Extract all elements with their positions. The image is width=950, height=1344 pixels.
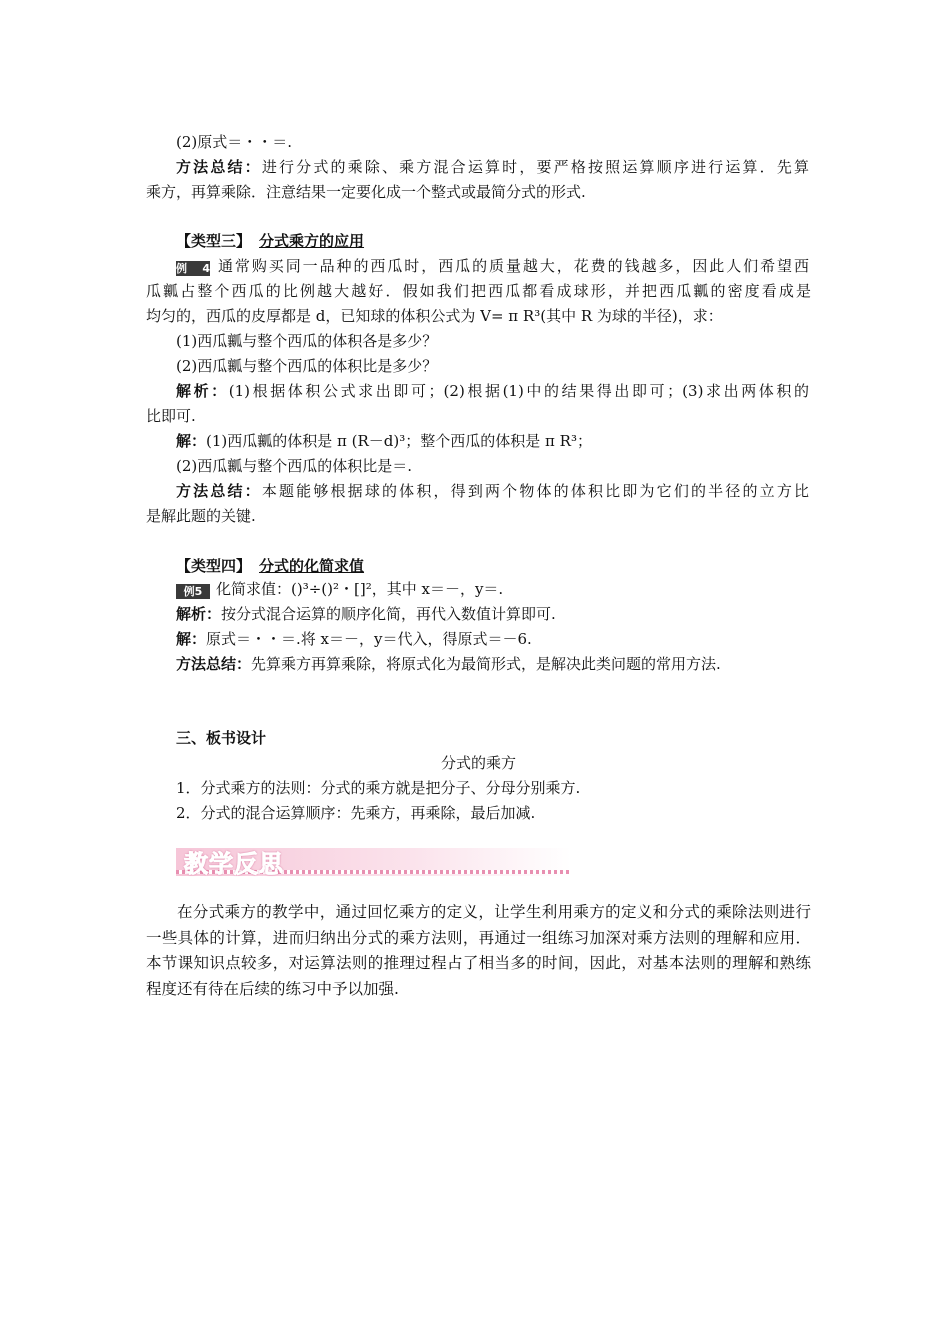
solution (176, 431, 841, 451)
type3-heading (176, 231, 841, 251)
board-heading: 三、板书设计 (176, 729, 267, 747)
method-label: 方法总结： (176, 655, 252, 673)
example5-question (176, 579, 841, 599)
type3-label: 【类型三】 (176, 232, 252, 250)
analysis-text-cont: 比即可. (146, 407, 196, 425)
solution-text: (1)西瓜瓤的体积是 π (R－d)³；整个西瓜的体积是 π R³； (206, 432, 592, 450)
type3-title: 分式乘方的应用 (259, 232, 365, 250)
type4-label: 【类型四】 (176, 557, 252, 575)
example4-text: 通常购买同一品种的西瓜时，西瓜的质量越大，花费的钱越多，因此人们希望西 (216, 257, 809, 275)
method-text: 本题能够根据球的体积，得到两个物体的体积比即为它们的半径的立方比 (261, 482, 809, 500)
solution-text-cont: (2)西瓜瓤与整个西瓜的体积比是＝. (176, 457, 413, 475)
analysis (176, 604, 841, 624)
analysis-label: 解析： (176, 382, 229, 400)
board-item-1: 1．分式乘方的法则：分式的乘方就是把分子、分母分别乘方. (176, 779, 581, 797)
example4-line2: 瓜瓤占整个西瓜的比例越大越好．假如我们把西瓜都看成球形，并把西瓜瓤的密度看成是 (146, 282, 811, 300)
solution-text: 原式＝・・＝.将 x＝－，y＝代入，得原式＝－6. (206, 630, 532, 648)
analysis-text: 按分式混合运算的顺序化简，再代入数值计算即可. (221, 605, 556, 623)
method-label: 方法总结： (176, 158, 262, 176)
method-text: 进行分式的乘除、乘方混合运算时，要严格按照运算顺序进行运算．先算 (261, 158, 809, 176)
example4-question (176, 256, 809, 276)
type4-title: 分式的化简求值 (259, 557, 365, 575)
method-text: 先算乘方再算乘除，将原式化为最简形式，是解决此类问题的常用方法. (251, 655, 721, 673)
method-summary (176, 654, 841, 674)
reflection-banner (176, 840, 571, 878)
example-tag: 例5 (176, 584, 210, 599)
solution (176, 629, 841, 649)
analysis (176, 381, 809, 401)
method-text-cont: 乘方，再算乘除．注意结果一定要化成一个整式或最简分式的形式. (146, 183, 586, 201)
method-summary (176, 157, 809, 177)
type4-heading (176, 556, 841, 576)
solution-label: 解： (176, 630, 207, 648)
example5-text: 化简求值：()³÷()²・[]²，其中 x＝－，y＝. (216, 580, 504, 598)
solution-label: 解： (176, 432, 207, 450)
example-tag: 例4 (176, 262, 210, 275)
board-title: 分式的乘方 (440, 754, 516, 772)
board-item-2: 2．分式的混合运算顺序：先乘方，再乘除，最后加减. (176, 804, 536, 822)
reflection-paragraph: 在分式乘方的教学中，通过回忆乘方的定义，让学生利用乘方的定义和分式的乘除法则进行一些具体的计算，进而归纳出分式的乘方法则，再通过一组练习加深对乘方法则的理解和应用．本节课知识点较多，对运算法则的推理过程占了相当多的时间，因此，对基本法则的理解和熟练程度还有待在后续的练习中予以加强. (146, 903, 811, 998)
method-label: 方法总结： (176, 482, 262, 500)
method-summary (176, 481, 809, 501)
question-2: (2)西瓜瓤与整个西瓜的体积比是多少？ (176, 357, 438, 375)
banner-title: 教学反思 (184, 850, 284, 878)
method-text-cont: 是解此题的关键. (146, 507, 256, 525)
analysis-text: (1)根据体积公式求出即可；(2)根据(1)中的结果得出即可；(3)求出两体积的 (228, 382, 809, 400)
solution-line: (2)原式＝・・＝. (176, 133, 293, 151)
example4-line3: 均匀的，西瓜的皮厚都是 d，已知球的体积公式为 V= π R³(其中 R 为球的半径)，求： (146, 307, 723, 325)
analysis-label: 解析： (176, 605, 222, 623)
question-1: (1)西瓜瓤与整个西瓜的体积各是多少？ (176, 332, 438, 350)
